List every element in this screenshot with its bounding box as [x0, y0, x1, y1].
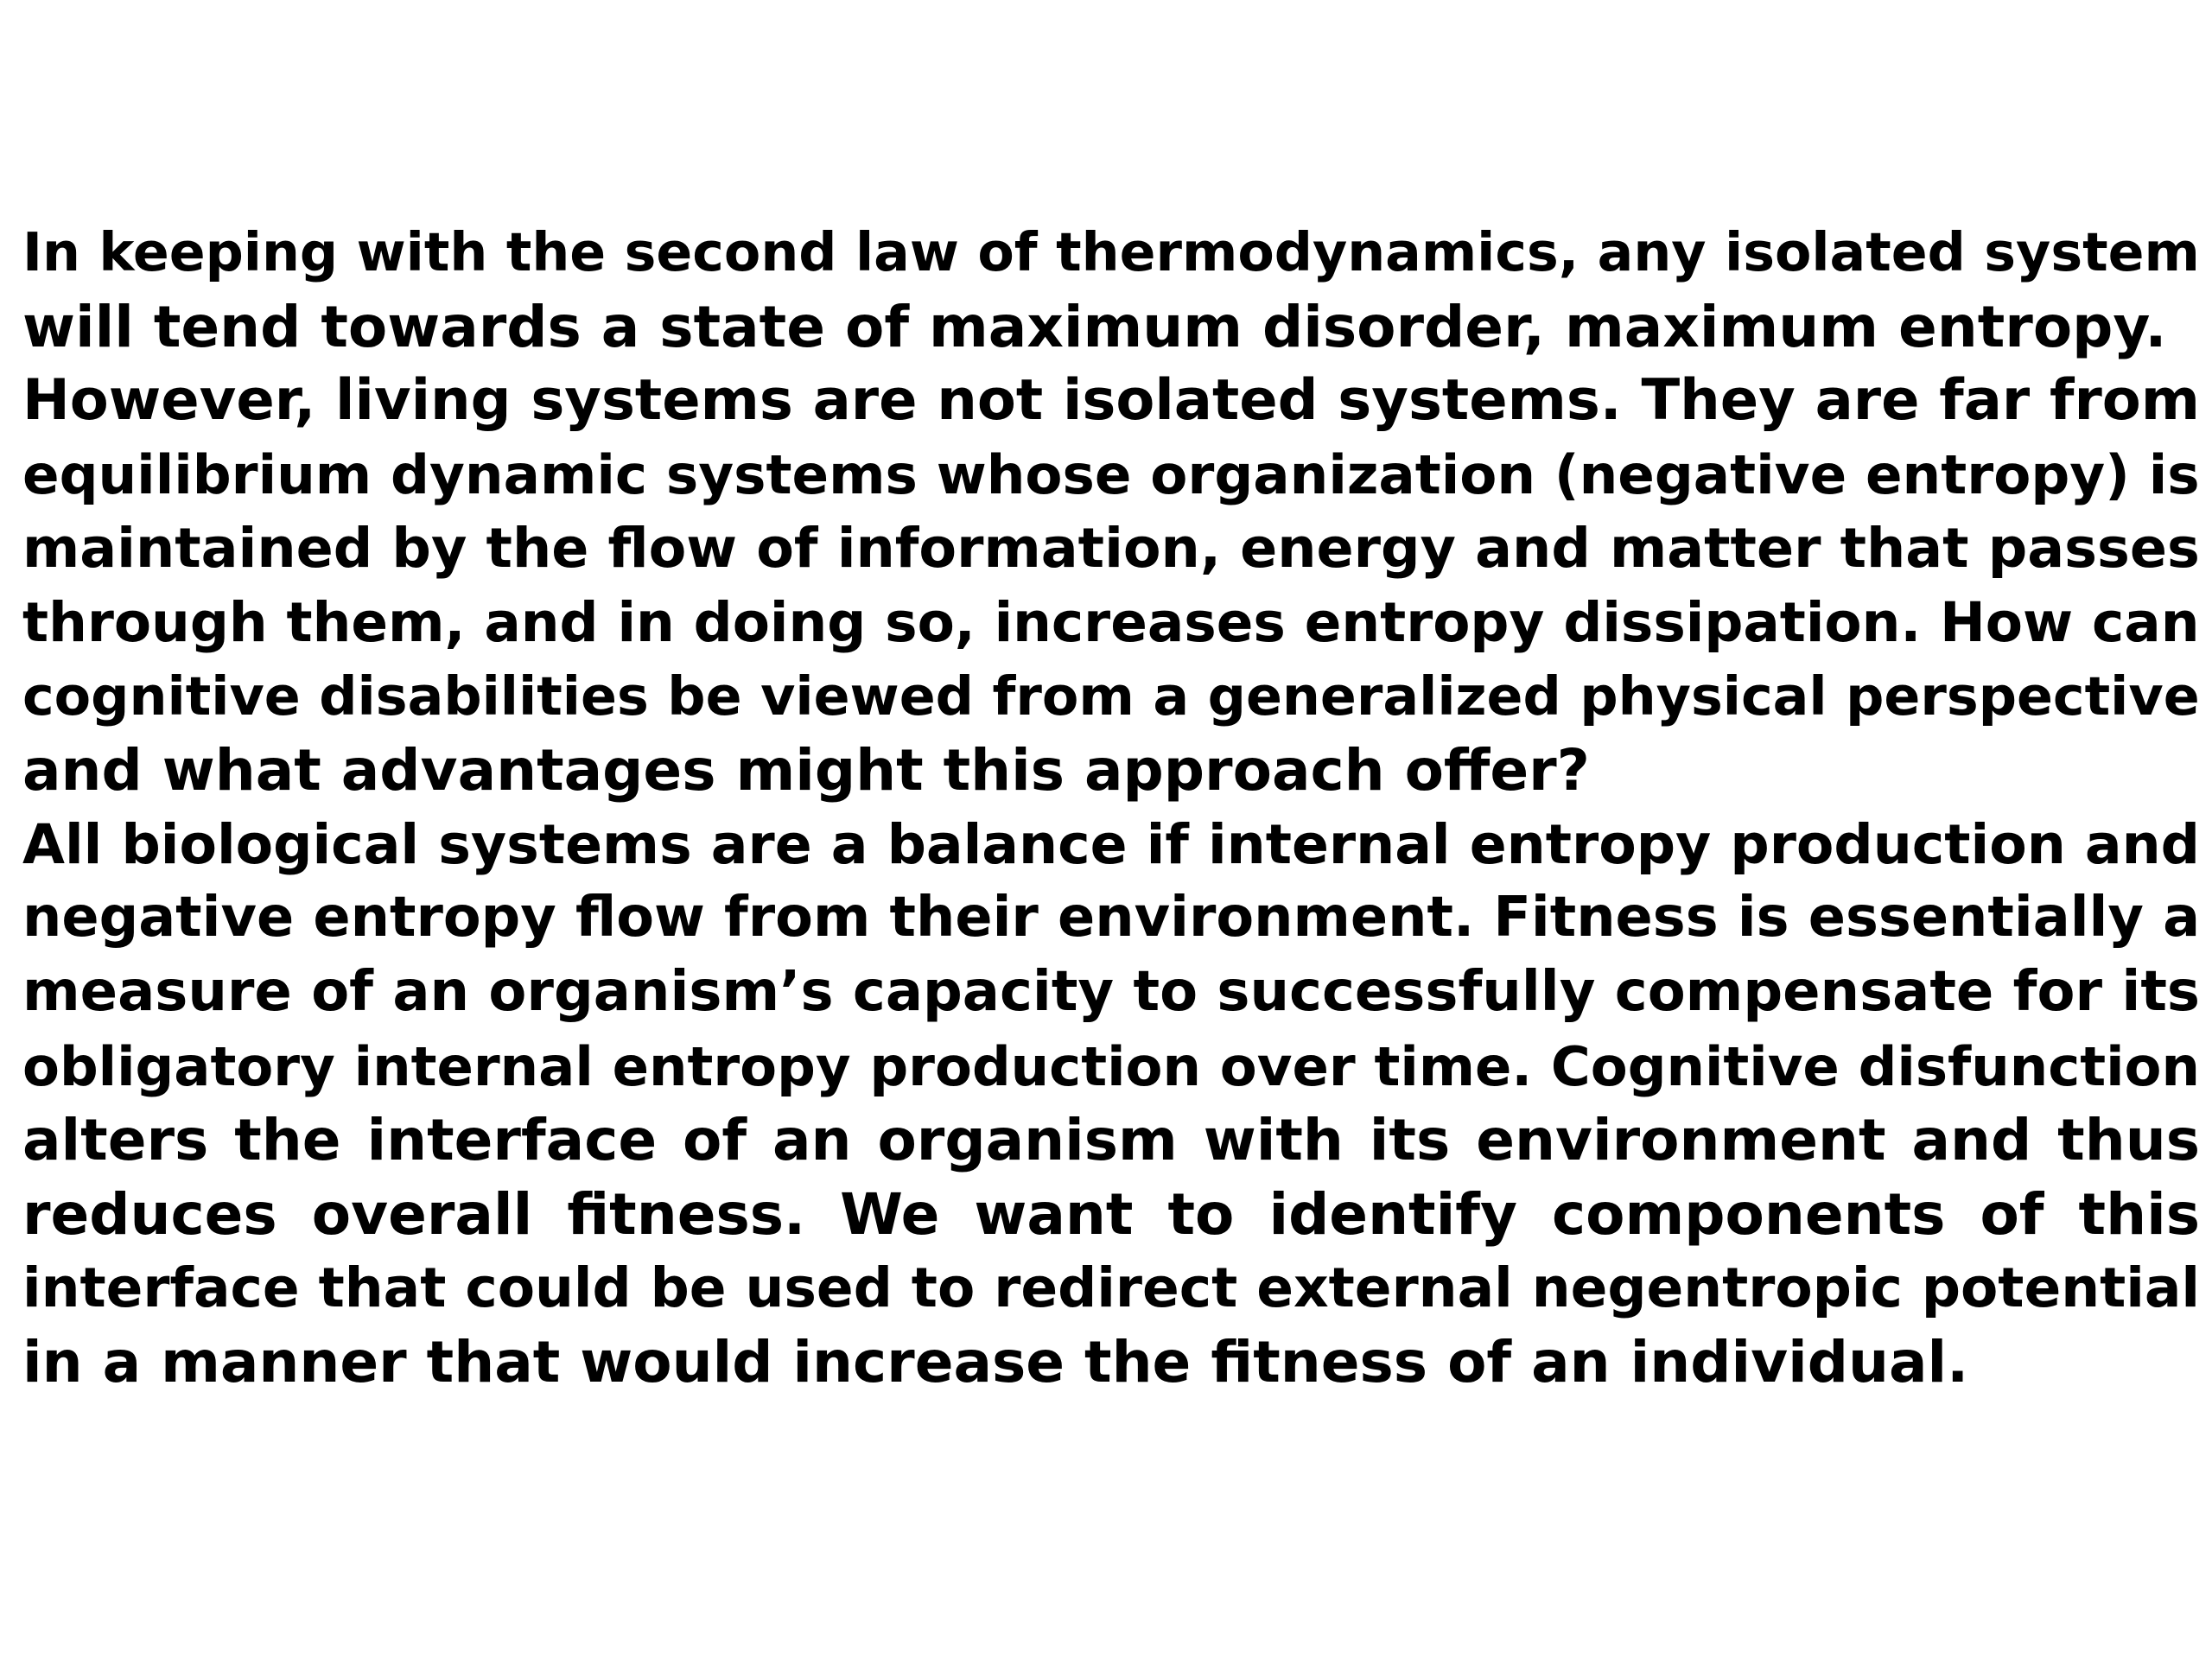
text-line: negative entropy flow from their environment. Fitness is essentially a: [22, 886, 2201, 950]
paragraph-question: [22, 216, 2200, 808]
text-line: will tend towards a state of maximum disorder, maximum entropy.: [22, 293, 2167, 360]
text-line: and what advantages might this approach offer?: [22, 737, 1590, 804]
paragraph-answer: [22, 808, 2200, 1400]
text-line: cognitive disabilities be viewed from a generalized physical perspective: [22, 664, 2200, 728]
text-line: In keeping with the second law of thermodynamics, any isolated system: [22, 221, 2200, 283]
text-line: However, living systems are not isolated systems. They are far from: [22, 367, 2200, 434]
text-line: equilibrium dynamic systems whose organization (negative entropy) is: [22, 442, 2200, 506]
text-line: measure of an organism’s capacity to successfully compensate for its: [22, 959, 2200, 1024]
text-line: maintained by the flow of information, energy and matter that passes: [22, 516, 2200, 581]
text-line: through them, and in doing so, increases entropy dissipation. How can: [22, 590, 2200, 654]
text-line: alters the interface of an organism with its environment and thus: [22, 1107, 2200, 1174]
text-line: in a manner that would increase the fitness of an individual.: [22, 1328, 1969, 1395]
text-line: reduces overall fitness. We want to identify components of this: [22, 1180, 2200, 1248]
text-line: obligatory internal entropy production over time. Cognitive disfunction: [22, 1034, 2200, 1098]
text-line: All biological systems are a balance if internal entropy production and: [22, 811, 2200, 876]
document-body: [22, 216, 2200, 1400]
text-line: interface that could be used to redirect external negentropic potential: [22, 1255, 2201, 1320]
